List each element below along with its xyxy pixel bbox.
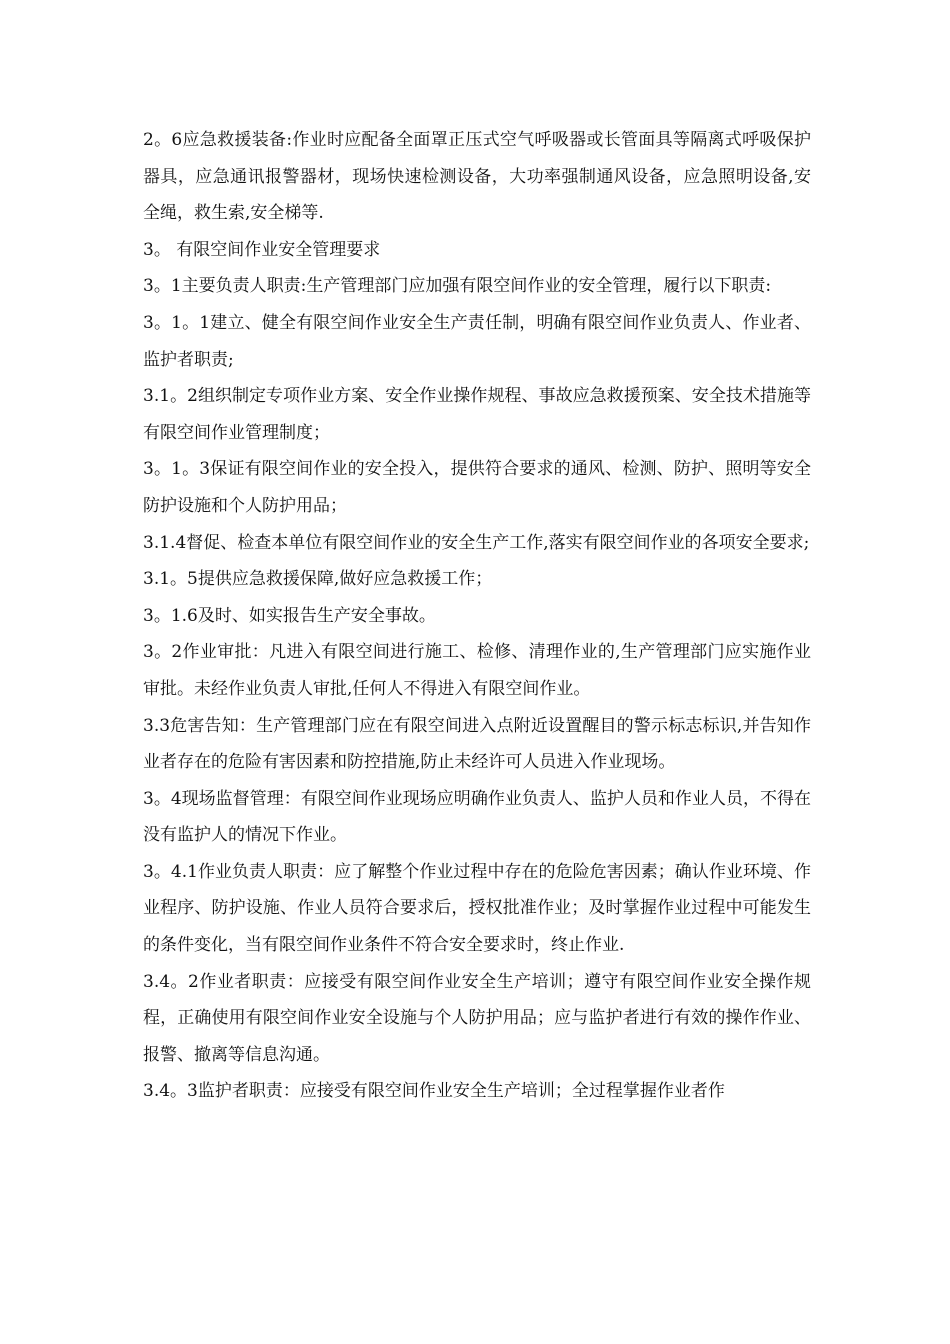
paragraph-3-1-main-responsibilities: 3。1主要负责人职责:生产管理部门应加强有限空间作业的安全管理，履行以下职责:: [143, 276, 772, 297]
paragraph-3-1-4: 3.1.4督促、检查本单位有限空间作业的安全生产工作,落实有限空间作业的各项安全要求;: [143, 532, 810, 553]
paragraph-3-1-3: 3。1。3保证有限空间作业的安全投入，提供符合要求的通风、检测、防护、照明等安全防护设施和个人防护用品；: [143, 459, 811, 516]
paragraph-3-4-2-worker: 3.4。2作业者职责：应接受有限空间作业安全生产培训；遵守有限空间作业安全操作规程，正确使用有限空间作业安全设施与个人防护用品；应与监护者进行有效的操作作业、报警、撤离等信息沟通。: [143, 971, 811, 1065]
paragraph-3-4-3-supervisor: 3.4。3监护者职责：应接受有限空间作业安全生产培训；全过程掌握作业者作: [143, 1081, 725, 1102]
paragraph-3-1-2: 3.1。2组织制定专项作业方案、安全作业操作规程、事故应急救援预案、安全技术措施等有限空间作业管理制度；: [143, 386, 811, 443]
paragraph-3-1-5: 3.1。5提供应急救援保障,做好应急救援工作；: [143, 569, 493, 590]
paragraph-2-6-emergency-equipment: 2。6应急救援装备:作业时应配备全面罩正压式空气呼吸器或长管面具等隔离式呼吸保护器具，应急通讯报警器材，现场快速检测设备，大功率强制通风设备，应急照明设备,安全绳，救生索,安全梯等.: [143, 130, 811, 224]
paragraph-3-1-6: 3。1.6及时、如实报告生产安全事故。: [143, 605, 436, 626]
paragraph-3-1-1: 3。1。1建立、健全有限空间作业安全生产责任制，明确有限空间作业负责人、作业者、监护者职责;: [143, 312, 811, 370]
paragraph-3-2-work-approval: 3。2作业审批：凡进入有限空间进行施工、检修、清理作业的,生产管理部门应实施作业审批。未经作业负责人审批,任何人不得进入有限空间作业。: [143, 642, 811, 699]
paragraph-3-3-hazard-notice: 3.3危害告知：生产管理部门应在有限空间进入点附近设置醒目的警示标志标识,并告知作业者存在的危险有害因素和防控措施,防止未经许可人员进入作业现场。: [143, 715, 811, 773]
paragraph-3-4-1-work-leader: 3。4.1作业负责人职责：应了解整个作业过程中存在的危险危害因素；确认作业环境、作业程序、防护设施、作业人员符合要求后，授权批准作业；及时掌握作业过程中可能发生的条件变化，当有限空间作业条件不符合安全要求时，终止作业.: [143, 861, 811, 956]
heading-3-safety-requirements: 3。 有限空间作业安全管理要求: [143, 239, 381, 260]
document-body: [143, 122, 811, 1110]
paragraph-3-4-site-supervision: 3。4现场监督管理：有限空间作业现场应明确作业负责人、监护人员和作业人员，不得在没有监护人的情况下作业。: [143, 788, 811, 846]
